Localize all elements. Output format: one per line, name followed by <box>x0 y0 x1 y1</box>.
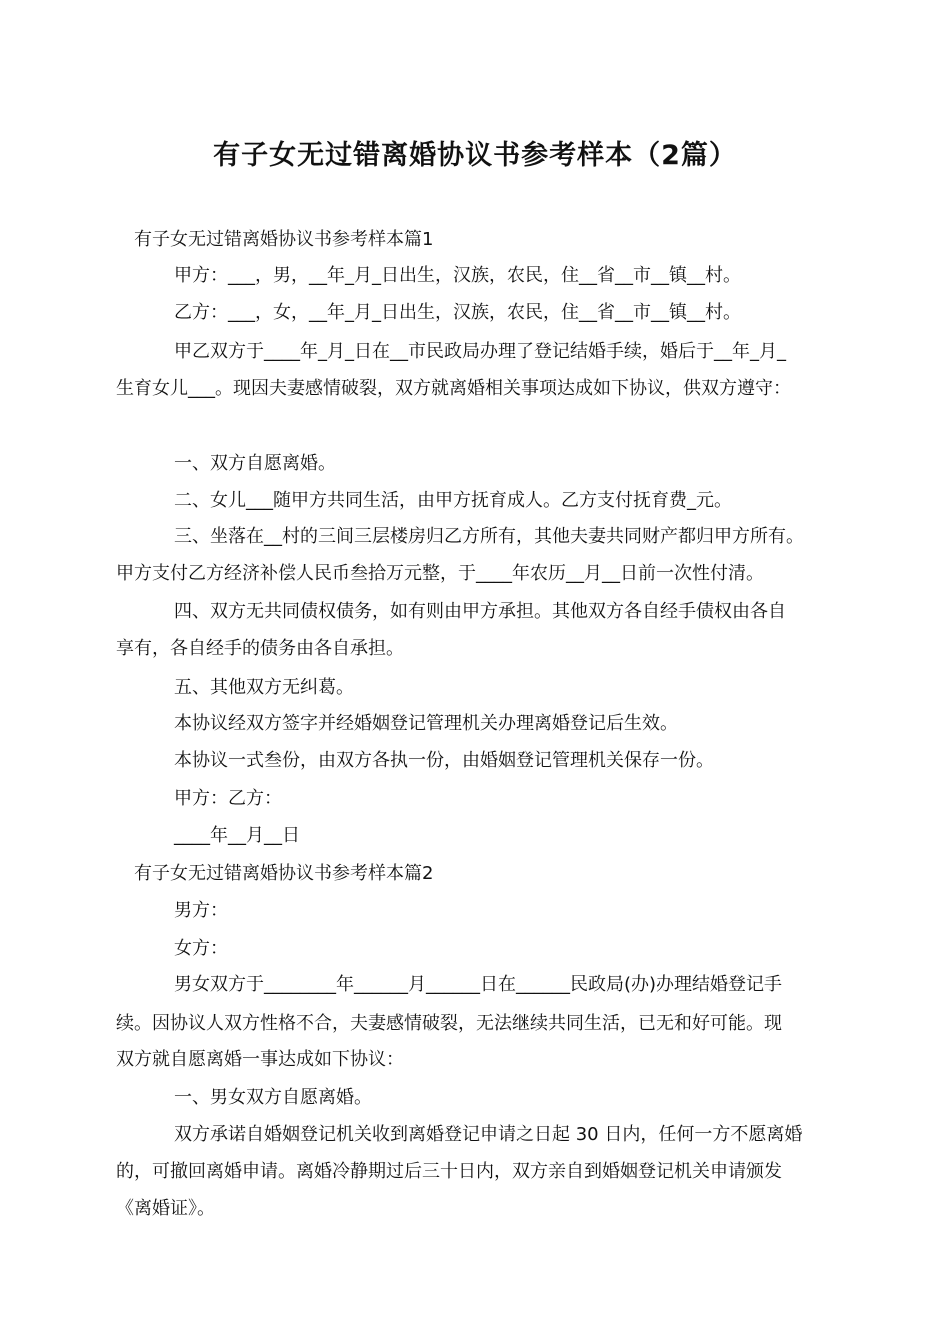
clause-line: 享有，各自经手的债务由各自承担。 <box>116 638 404 659</box>
clause-line: 一、男女双方自愿离婚。 <box>174 1087 372 1108</box>
party-a-line: 甲方：___，男，__年_月_日出生，汉族，农民，住__省__市__镇__村。 <box>174 265 741 286</box>
section-heading: 有子女无过错离婚协议书参考样本篇1 <box>134 229 434 250</box>
paragraph-line: 男女双方于________年______月______日在______民政局(办)办理结婚登记手 <box>174 974 783 995</box>
female-party-line: 女方： <box>174 938 228 959</box>
paragraph-line: 《离婚证》。 <box>116 1198 215 1219</box>
clause-line: 甲方支付乙方经济补偿人民币叁拾万元整，于____年农历__月__日前一次性付清。 <box>116 563 764 584</box>
paragraph-line: 的，可撤回离婚申请。离婚冷静期过后三十日内，双方亲自到婚姻登记机关申请颁发 <box>116 1161 782 1182</box>
paragraph-line: 双方承诺自婚姻登记机关收到离婚登记申请之日起 30 日内，任何一方不愿离婚 <box>174 1124 803 1145</box>
clause-line: 五、其他双方无纠葛。 <box>174 677 354 698</box>
date-line: ____年__月__日 <box>174 825 300 846</box>
section-heading: 有子女无过错离婚协议书参考样本篇2 <box>134 863 434 884</box>
paragraph-line: 续。因协议人双方性格不合，夫妻感情破裂，无法继续共同生活，已无和好可能。现 <box>116 1013 782 1034</box>
paragraph-line: 甲乙双方于____年_月_日在__市民政局办理了登记结婚手续，婚后于__年_月_ <box>174 341 786 362</box>
clause-line: 四、双方无共同债权债务，如有则由甲方承担。其他双方各自经手债权由各自 <box>174 601 786 622</box>
document-title: 有子女无过错离婚协议书参考样本（2篇） <box>213 140 737 171</box>
clause-line: 三、坐落在__村的三间三层楼房归乙方所有，其他夫妻共同财产都归甲方所有。 <box>174 526 804 547</box>
clause-line: 一、双方自愿离婚。 <box>174 453 336 474</box>
paragraph-line: 双方就自愿离婚一事达成如下协议： <box>116 1049 404 1070</box>
male-party-line: 男方： <box>174 900 228 921</box>
signature-line: 甲方：乙方： <box>174 788 282 809</box>
clause-line: 本协议一式叁份，由双方各执一份，由婚姻登记管理机关保存一份。 <box>174 750 714 771</box>
paragraph-line: 生育女儿___。现因夫妻感情破裂，双方就离婚相关事项达成如下协议，供双方遵守： <box>116 378 791 399</box>
clause-line: 本协议经双方签字并经婚姻登记管理机关办理离婚登记后生效。 <box>174 713 678 734</box>
clause-line: 二、女儿___随甲方共同生活，由甲方抚育成人。乙方支付抚育费_元。 <box>174 490 732 511</box>
party-b-line: 乙方：___，女，__年_月_日出生，汉族，农民，住__省__市__镇__村。 <box>174 302 741 323</box>
